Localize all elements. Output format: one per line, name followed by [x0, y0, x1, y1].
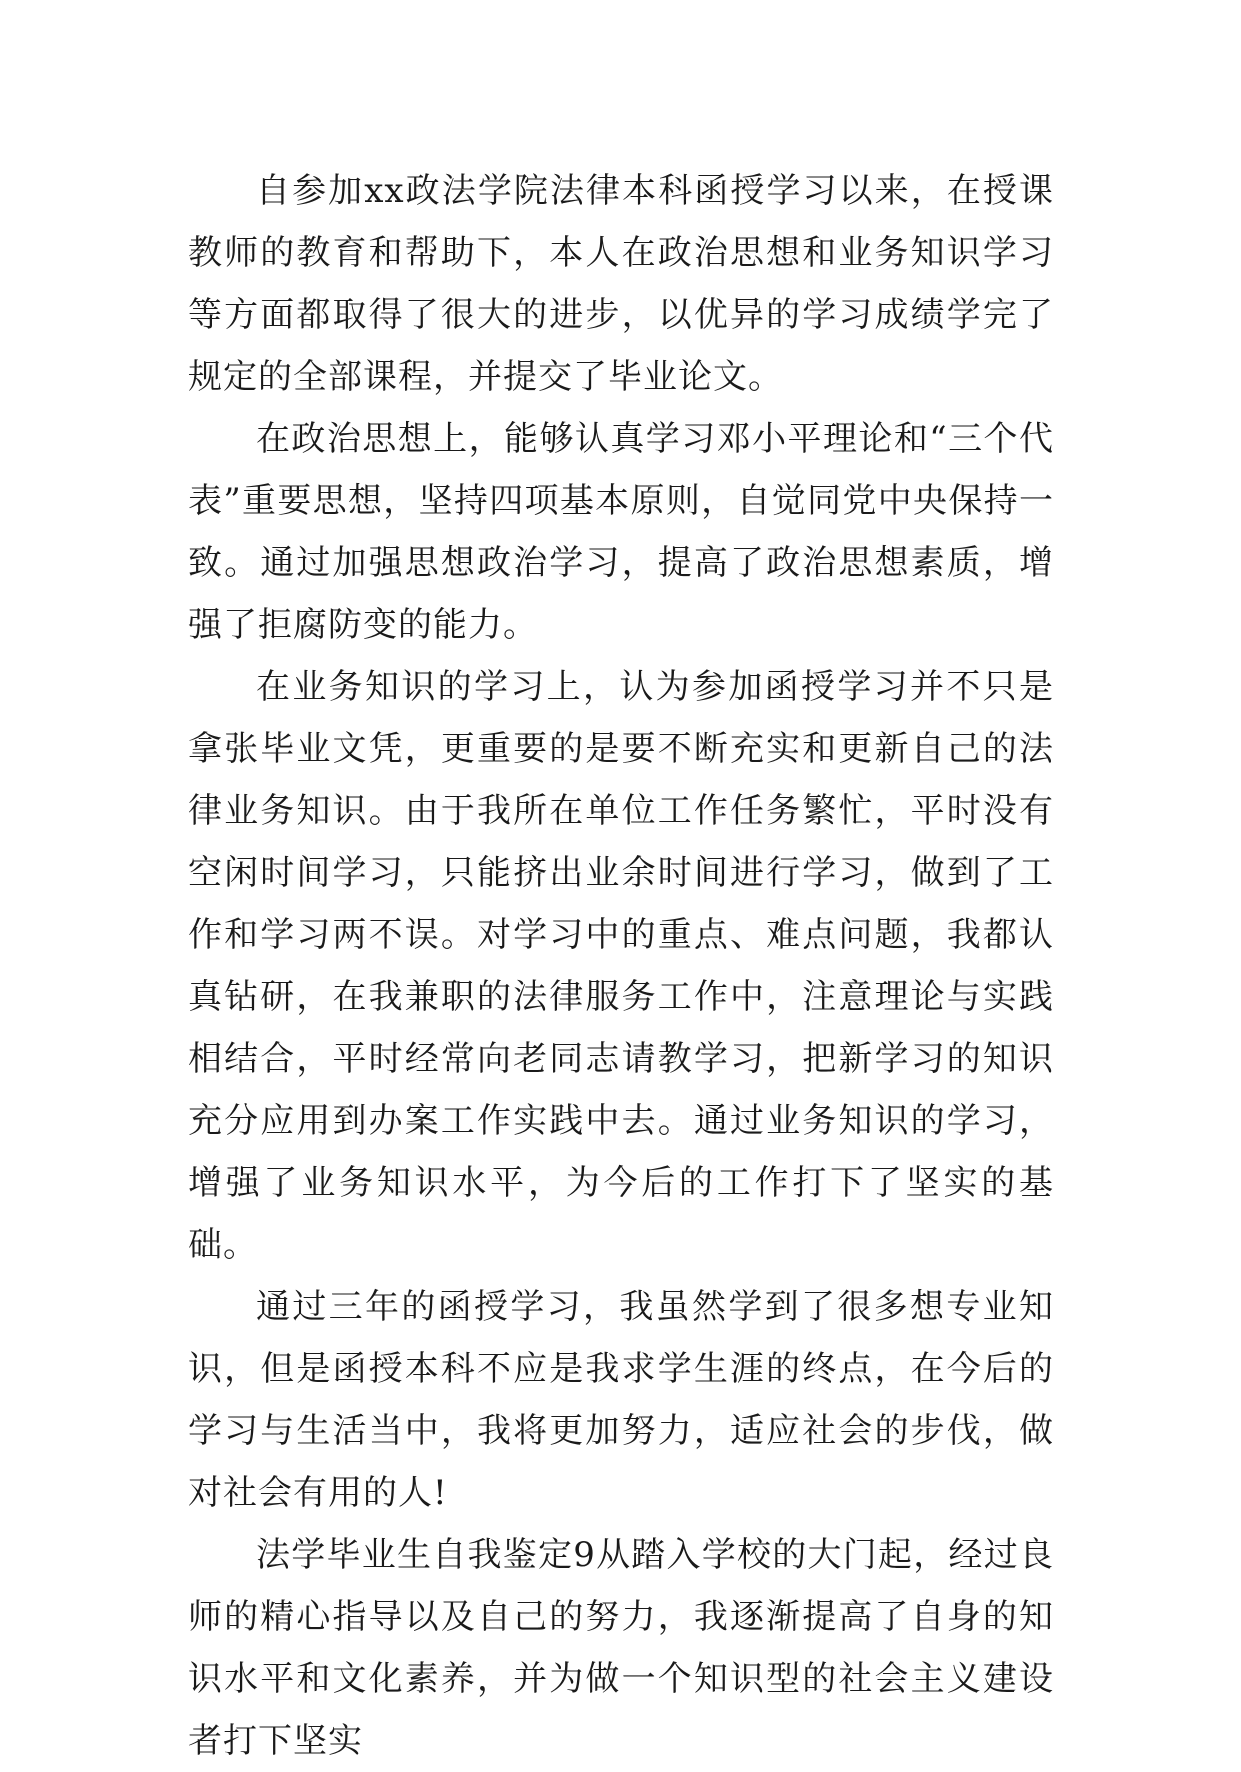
paragraph-1: 自参加xx政法学院法律本科函授学习以来，在授课教师的教育和帮助下，本人在政治思想和业务知识学习等方面都取得了很大的进步，以优异的学习成绩学完了规定的全部课程，并提交了毕业论文。 [188, 171, 1054, 397]
paragraph-4: 通过三年的函授学习，我虽然学到了很多想专业知识，但是函授本科不应是我求学生涯的终点，在今后的学习与生活当中，我将更加努力，适应社会的步伐，做对社会有用的人! [188, 1287, 1054, 1513]
paragraph-2: 在政治思想上，能够认真学习邓小平理论和“三个代表”重要思想，坚持四项基本原则，自觉同党中央保持一致。通过加强思想政治学习，提高了政治思想素质，增强了拒腐防变的能力。 [188, 419, 1054, 645]
paragraph-3: 在业务知识的学习上，认为参加函授学习并不只是拿张毕业文凭，更重要的是要不断充实和更新自己的法律业务知识。由于我所在单位工作任务繁忙，平时没有空闲时间学习，只能挤出业余时间进行学习，做到了工作和学习两不误。对学习中的重点、难点问题，我都认真钻研，在我兼职的法律服务工作中，注意理论与实践相结合，平时经常向老同志请教学习，把新学习的知识充分应用到办案工作实践中去。通过业务知识的学习，增强了业务知识水平，为今后的工作打下了坚实的基础。 [188, 667, 1054, 1265]
paragraph-5: 法学毕业生自我鉴定9从踏入学校的大门起，经过良师的精心指导以及自己的努力，我逐渐提高了自身的知识水平和文化素养，并为做一个知识型的社会主义建设者打下坚实 [188, 1535, 1054, 1761]
document-body [188, 160, 1054, 1772]
